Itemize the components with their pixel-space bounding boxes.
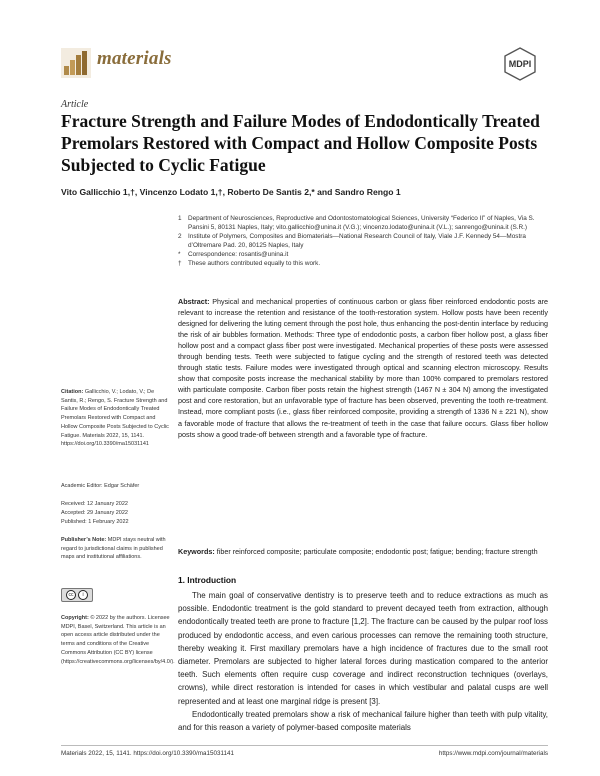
- journal-name[interactable]: materials: [97, 48, 172, 69]
- received-date: Received: 12 January 2022: [61, 501, 128, 507]
- abstract-label: Abstract:: [178, 297, 210, 306]
- affiliation-2: [178, 232, 548, 250]
- correspondence: [178, 250, 548, 259]
- copyright-label: Copyright:: [61, 615, 89, 621]
- body-paragraph: The main goal of conservative dentistry is to preserve teeth and to reduce extractions as much as possible. Endodontic treatment is the gold standard to prevent decayed teeth from extraction, although endodontically treated teeth are prone to fracture [1,2]. The fracture can be caused by the pulpar roof loss produced by endodontic access, and even carious processes can remove the remaining tooth structure, thereby weaking it. First maxillary premolars have a high incidence of fractures due to the small root diameter. Premolars are subjected to higher lateral forces during mastication compared to the anterior teeth. Such elements often require cusp coverage and indirect reconstruction techniques (overlays, crowns), while direct restoration is intended for cases in which vestibular and palatal cusps are well represented and at least one marginal ridge is present [3].: [178, 591, 548, 706]
- by-icon: i: [78, 590, 88, 600]
- publisher-note-label: Publisher’s Note:: [61, 537, 107, 543]
- keywords-text: fiber reinforced composite; particulate composite; endodontic post; fatigue; bending; fracture strength: [216, 547, 538, 556]
- accepted-date: Accepted: 29 January 2022: [61, 510, 128, 516]
- section-heading: 1. Introduction: [178, 575, 237, 585]
- citation-label: Citation:: [61, 389, 84, 395]
- affiliation-text: These authors contributed equally to this work.: [188, 260, 321, 268]
- affiliation-text: Correspondence: rosantis@unina.it: [188, 251, 289, 259]
- affiliation-text: Institute of Polymers, Composites and Biomaterials—National Research Council of Italy, Viale J.F. Kennedy 54—Mostra d’Oltremare Pad. 20, 80125 Naples, Italy: [188, 233, 526, 250]
- journal-logo-icon: [61, 48, 91, 78]
- mdpi-logo-text: MDPI: [508, 59, 532, 69]
- affiliation-1: [178, 214, 548, 232]
- abstract: [178, 296, 548, 440]
- affiliation-mark: 2: [178, 233, 182, 241]
- affiliation-text: Department of Neurosciences, Reproductive and Odontostomatological Sciences, University “Federico II” of Naples, Via S. Pansini 5, 80131 Naples, Italy; vito.gallicchio@unina.it (V.G.); vincenzo.lodato@unina.it (V.L.); sanrengo@unina.it (S.R.): [188, 215, 535, 232]
- abstract-text: Physical and mechanical properties of continuous carbon or glass fiber reinforced endodontic posts are relevant to increase the retention and resistance of the tooth-restoration system. Hollow posts have been recently designed for delivering the luting cement through the post hole, thus enhancing the post-dentin interface by reducing the risk of air bubbles formation. Methods: Three type of endodontic posts, a carbon fiber hollow post, a glass fiber hollow post and a compact glass fiber post were investigated. Mechanical properties of these posts were assessed through bending tests. Teeth were subjected to fatigue cycling and the strength of restored teeth was detected through static tests. Failure modes were investigated through optical and scanning electron microscopy. Results show that composite posts increase the mechanical stability by more than 100% compared to premolars restored with particulate composite. Carbon fiber posts retain the highest strength (1467 N ± 304 N) among the investigated post and core restoration, but an unfavorable type of fracture has been observed, preventing the tooth re-treatment. Instead, more compliant posts (i.e., glass fiber reinforced composite, providing a strength of 1336 N ± 221 N), show a favorable mode of fracture that allows the re-treatment of teeth in the case that failure occurs. Glass fiber hollow posts show a good trade-off between strength and a favorable type of fracture.: [178, 297, 549, 439]
- keywords: [178, 546, 548, 557]
- cc-by-license-icon[interactable]: [61, 588, 93, 602]
- published-date: Published: 1 February 2022: [61, 519, 129, 525]
- citation-block: [61, 388, 171, 449]
- affiliations: [178, 214, 548, 269]
- affiliation-mark: 1: [178, 215, 182, 222]
- academic-editor: Academic Editor: Edgar Schäfer: [61, 483, 140, 489]
- footer-journal-url[interactable]: https://www.mdpi.com/journal/materials: [438, 750, 548, 757]
- equal-contribution-note: [178, 259, 548, 268]
- author-list: Vito Gallicchio 1,†, Vincenzo Lodato 1,†, Roberto De Santis 2,* and Sandro Rengo 1: [61, 187, 401, 197]
- article-title: Fracture Strength and Failure Modes of Endodontically Treated Premolars Restored with Compact and Hollow Composite Posts Subjected to Cyclic Fatigue: [61, 111, 540, 175]
- citation-text[interactable]: Gallicchio, V.; Lodato, V.; De Santis, R.; Rengo, S. Fracture Strength and Failure Modes of Endodontically Treated Premolars Restored with Compact and Hollow Composite Posts Subjected to Cyclic Fatigue. Materials 2022, 15, 1141. https://doi.org/10.3390/ma15031141: [61, 389, 169, 448]
- publisher-note-text: MDPI stays neutral with regard to jurisdictional claims in published maps and institutional affiliations.: [61, 537, 166, 561]
- affiliation-mark: *: [178, 251, 181, 259]
- article-type: Article: [61, 99, 89, 110]
- body-paragraph: Endodontically treated premolars show a risk of mechanical failure higher than teeth with pulp vitality, and for this reason a variety of polymer-based composite materials: [178, 709, 548, 733]
- cc-icon: cc: [66, 590, 76, 600]
- publisher-note: [61, 536, 171, 562]
- copyright-text: © 2022 by the authors. Licensee MDPI, Basel, Switzerland. This article is an open access article distributed under the terms and conditions of the Creative Commons Attribution (CC BY) license (https://creativecommons.org/licenses/by/4.0/).: [61, 615, 175, 665]
- footer-citation[interactable]: Materials 2022, 15, 1141. https://doi.org/10.3390/ma15031141: [61, 750, 235, 757]
- body-text: [178, 589, 548, 734]
- affiliation-mark: †: [178, 260, 182, 268]
- footer-divider: [61, 745, 548, 746]
- mdpi-logo-icon[interactable]: [502, 46, 538, 82]
- copyright-block: [61, 614, 175, 666]
- keywords-label: Keywords:: [178, 547, 215, 556]
